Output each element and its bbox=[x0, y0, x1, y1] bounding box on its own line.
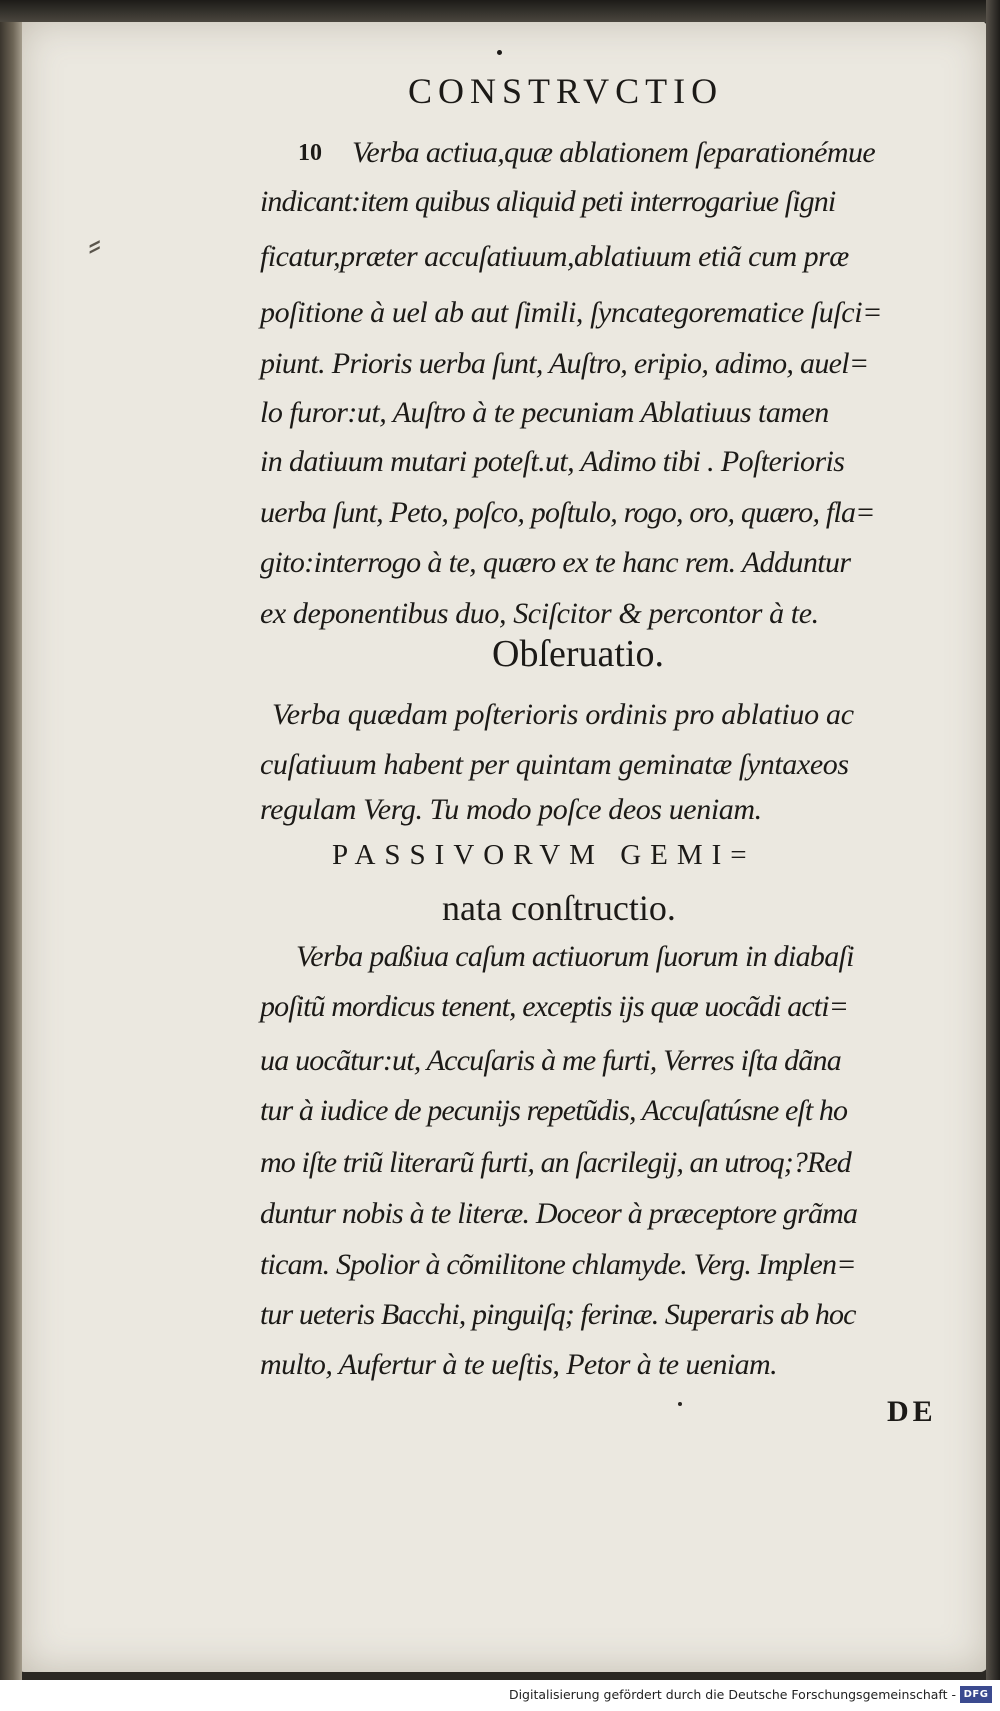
paragraph-number: 10 bbox=[298, 140, 322, 166]
text-line: piunt. Prioris uerba ſunt, Auſtro, eripio, adimo, auel= bbox=[260, 347, 869, 380]
ink-dot bbox=[678, 1402, 682, 1406]
running-title: CONSTRVCTIO bbox=[408, 71, 724, 111]
binding-edge bbox=[0, 0, 22, 1711]
section-heading: Obſeruatio. bbox=[492, 633, 665, 675]
text-line: duntur nobis à te literæ. Doceor à præceptore grãma bbox=[260, 1197, 858, 1230]
text-line: uerba ſunt, Peto, poſco, poſtulo, rogo, oro, quæro, fla= bbox=[260, 496, 875, 529]
text-line: ticam. Spolior à cõmilitone chlamyde. Verg. Implen= bbox=[260, 1248, 856, 1281]
text-line: tur ueteris Bacchi, pinguiſq; ferinæ. Superaris ab hoc bbox=[260, 1298, 856, 1331]
text-line: poſitione à uel ab aut ſimili, ſyncategorematice ſuſci= bbox=[260, 296, 883, 329]
dfg-logo: DFG bbox=[960, 1686, 992, 1703]
text-line: gito:interrogo à te, quæro ex te hanc rem. Adduntur bbox=[260, 546, 851, 579]
right-edge bbox=[986, 0, 1000, 1711]
text-line: regulam Verg. Tu modo poſce deos ueniam. bbox=[260, 793, 762, 826]
text-line: Verba quædam poſterioris ordinis pro ablatiuo ac bbox=[272, 698, 854, 731]
text-line: indicant:item quibus aliquid peti interrogariue ſigni bbox=[260, 185, 836, 218]
text-line: lo furor:ut, Auſtro à te pecuniam Ablatiuus tamen bbox=[260, 396, 829, 429]
section-subheading: nata conſtructio. bbox=[442, 888, 676, 928]
footer-bar bbox=[0, 1680, 1000, 1711]
section-heading: PASSIVORVM GEMI= bbox=[332, 839, 756, 871]
text-line: Verba paßiua caſum actiuorum ſuorum in diabaſi bbox=[296, 940, 854, 973]
text-line: multo, Aufertur à te ueſtis, Petor à te ueniam. bbox=[260, 1348, 778, 1381]
text-line: ex deponentibus duo, Sciſcitor & percontor à te. bbox=[260, 597, 819, 630]
ornament-dot bbox=[497, 50, 502, 55]
text-line: cuſatiuum habent per quintam geminatæ ſyntaxeos bbox=[260, 748, 849, 781]
text-line: poſitũ mordicus tenent, exceptis ijs quæ uocãdi acti= bbox=[260, 990, 848, 1023]
text-line: in datiuum mutari poteſt.ut, Adimo tibi . Poſterioris bbox=[260, 445, 845, 478]
text-line: ua uocãtur:ut, Accuſaris à me furti, Verres iſta dãna bbox=[260, 1044, 841, 1077]
text-line: ficatur,præter accuſatiuum,ablatiuum etiã cum præ bbox=[260, 240, 849, 273]
margin-mark: ⸗ bbox=[88, 221, 102, 266]
text-line: Verba actiua,quæ ablationem ſeparationémue bbox=[352, 136, 876, 169]
text-line: tur à iudice de pecunijs repetũdis, Accuſatúsne eſt ho bbox=[260, 1094, 848, 1127]
text-line: mo iſte triũ literarũ furti, an ſacrilegij, an utroq;?Red bbox=[260, 1146, 851, 1179]
top-edge bbox=[0, 0, 1000, 22]
catchword: DE bbox=[887, 1395, 937, 1428]
funding-note: Digitalisierung gefördert durch die Deutsche Forschungsgemeinschaft - bbox=[508, 1687, 956, 1702]
